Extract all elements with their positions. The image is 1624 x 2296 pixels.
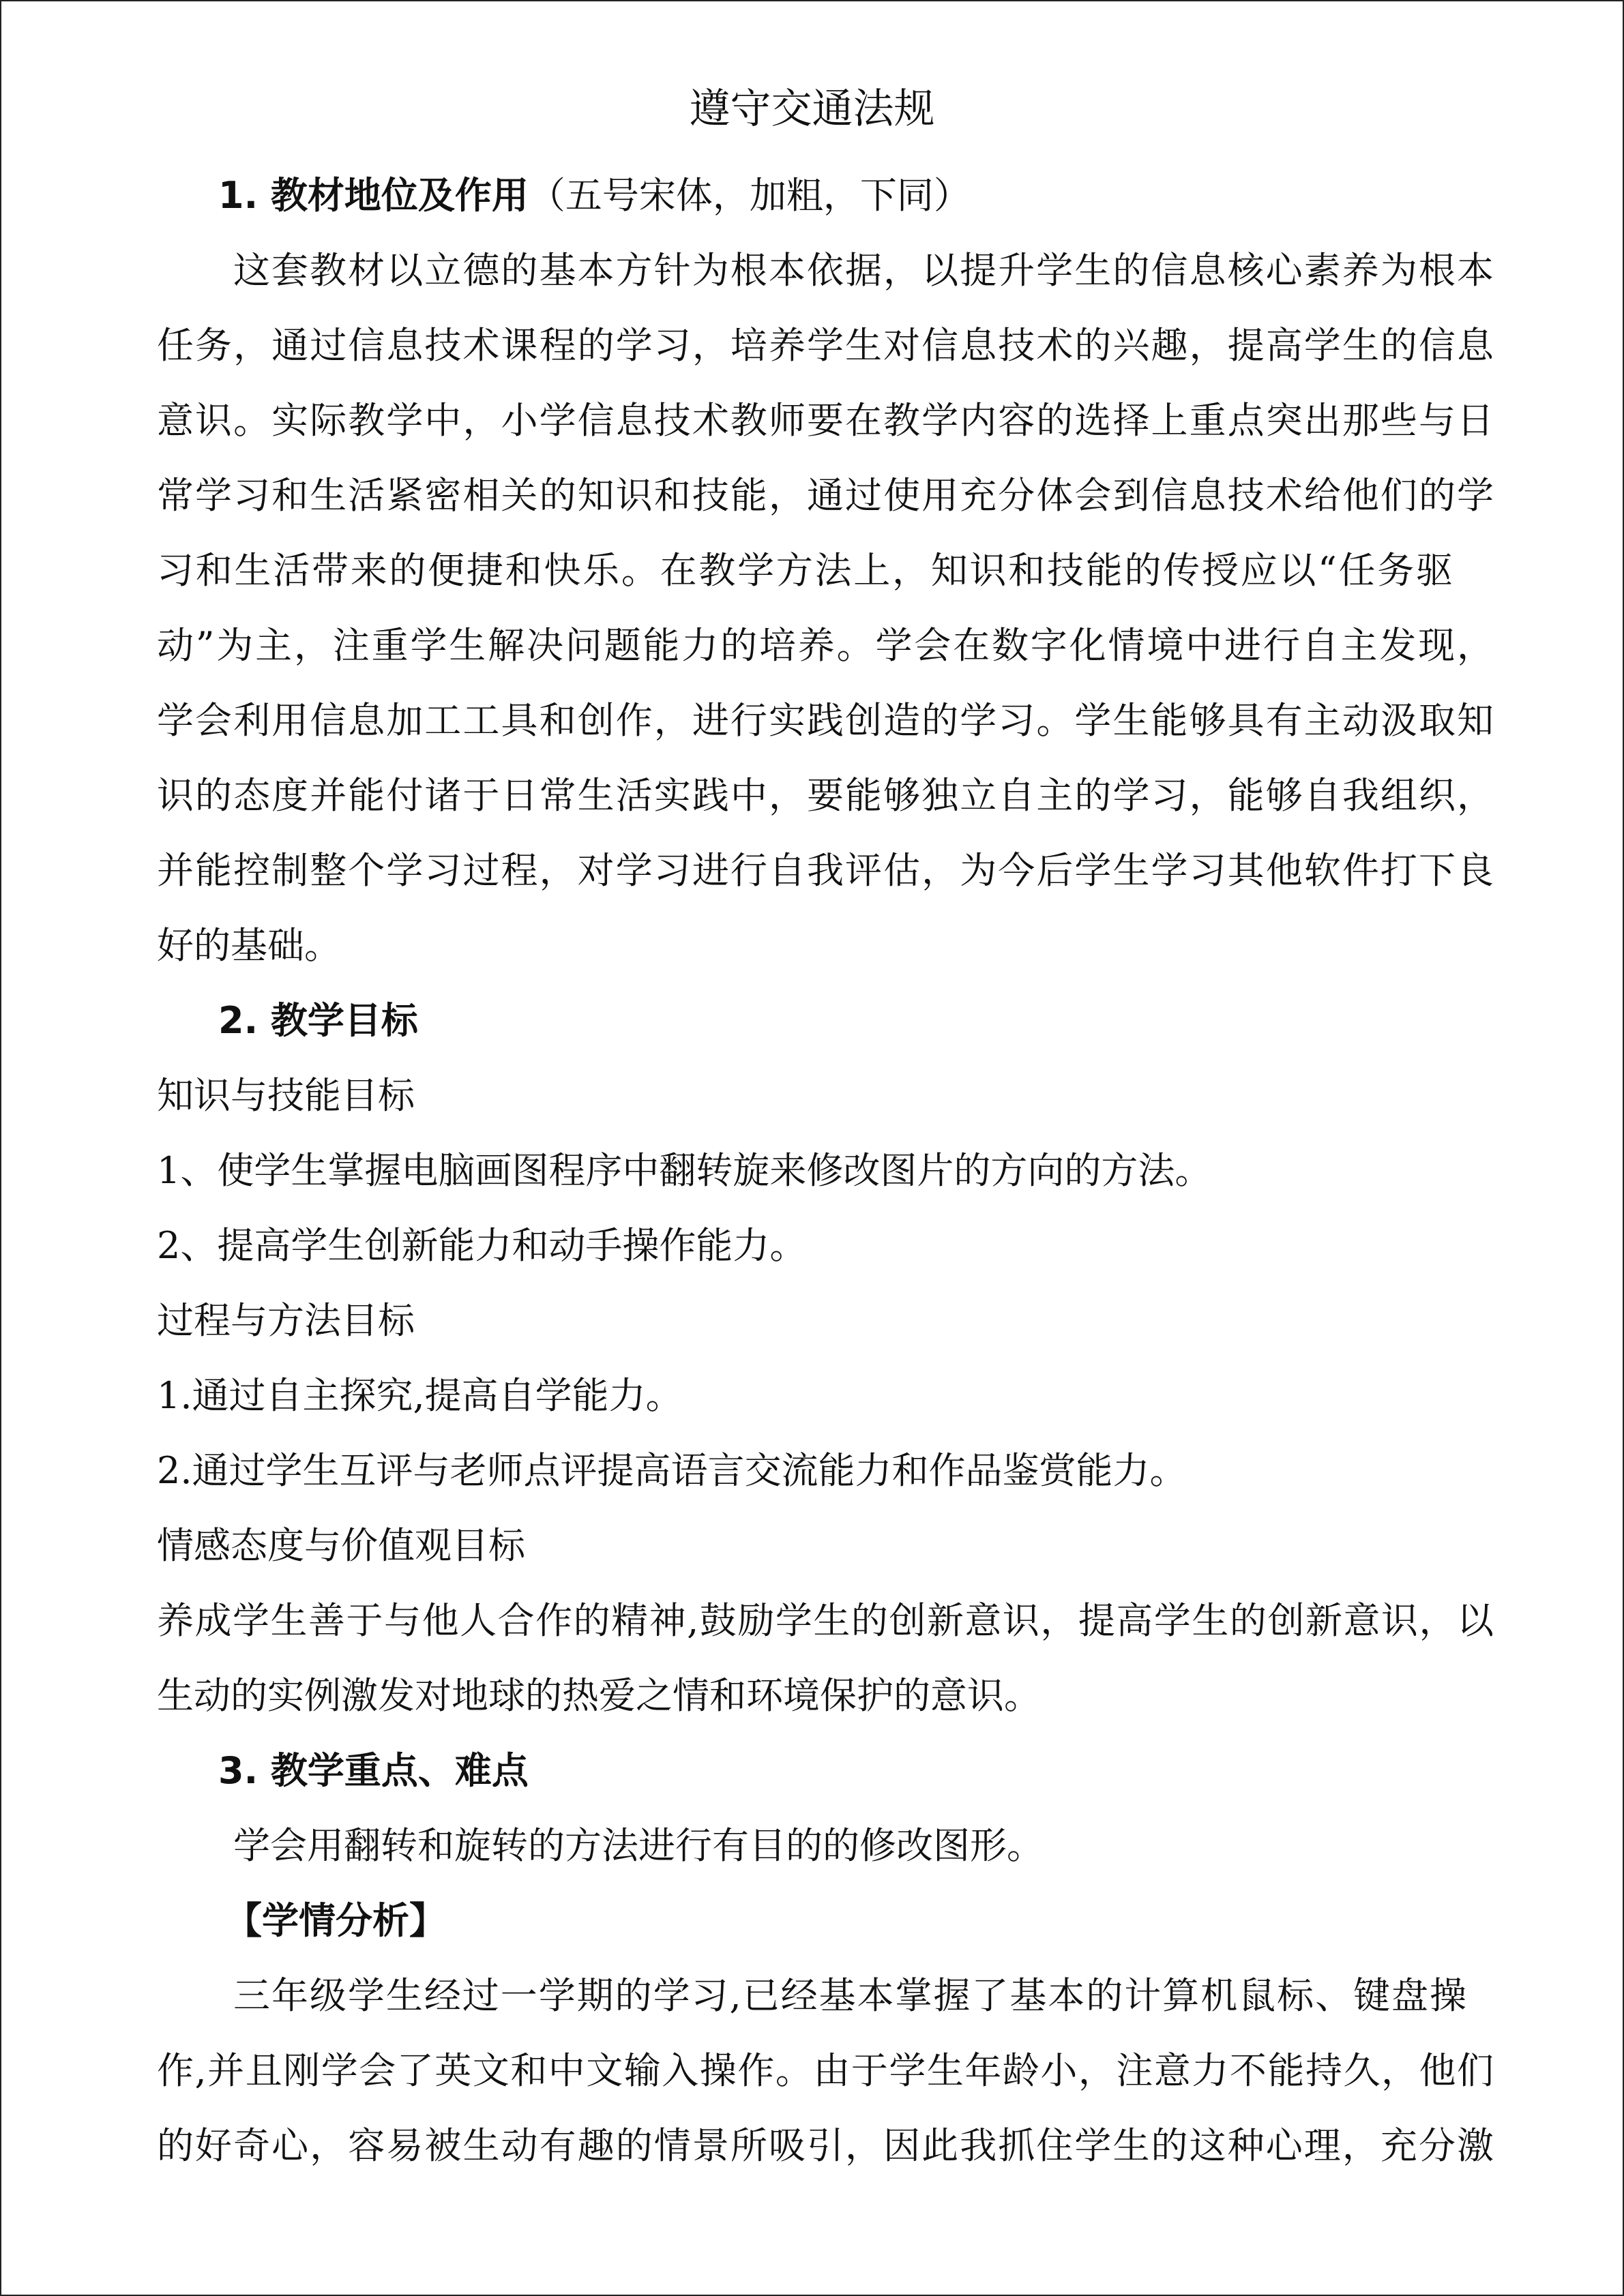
section1-heading	[157, 158, 1494, 233]
paragraph-line: 好的基础。	[157, 924, 341, 967]
process-goal-item: 1.通过自主探究,提高自学能力。	[157, 1374, 683, 1417]
paragraph-line: 任务，通过信息技术课程的学习，培养学生对信息技术的兴趣，提高学生的信息	[157, 324, 1494, 367]
paragraph-line: 这套教材以立德的基本方针为根本依据，以提升学生的信息核心素养为根本	[233, 249, 1494, 292]
section1-heading-note: （五号宋体，加粗，下同）	[528, 174, 971, 217]
process-goals-title: 过程与方法目标	[157, 1299, 415, 1342]
paragraph-line: 养成学生善于与他人合作的精神,鼓励学生的创新意识，提高学生的创新意识，以	[157, 1599, 1494, 1642]
paragraph-line: 学会利用信息加工工具和创作，进行实践创造的学习。学生能够具有主动汲取知	[157, 699, 1494, 742]
document-title: 遵守交通法规	[689, 85, 935, 133]
paragraph-line: 三年级学生经过一学期的学习,已经基本掌握了基本的计算机鼠标、键盘操	[233, 1974, 1466, 2017]
knowledge-goal-item: 1、使学生掌握电脑画图程序中翻转旋来修改图片的方向的方法。	[157, 1149, 1212, 1192]
paragraph-line: 意识。实际教学中，小学信息技术教师要在教学内容的选择上重点突出那些与日	[157, 399, 1494, 442]
key-points-text: 学会用翻转和旋转的方法进行有目的的修改图形。	[233, 1824, 1044, 1867]
paragraph-line: 识的态度并能付诸于日常生活实践中，要能够独立自主的学习，能够自我组织，	[157, 774, 1494, 817]
knowledge-goals-title: 知识与技能目标	[157, 1074, 415, 1117]
paragraph-line: 习和生活带来的便捷和快乐。在教学方法上，知识和技能的传授应以“任务驱	[157, 549, 1453, 592]
process-goal-item: 2.通过学生互评与老师点评提高语言交流能力和作品鉴赏能力。	[157, 1449, 1187, 1492]
paragraph-line: 生动的实例激发对地球的热爱之情和环境保护的意识。	[157, 1674, 1041, 1717]
section3-heading: 3. 教学重点、难点	[218, 1749, 529, 1792]
document-body	[157, 158, 1494, 2183]
paragraph-line: 作,并且刚学会了英文和中文输入操作。由于学生年龄小，注意力不能持久，他们	[157, 2049, 1494, 2092]
student-analysis-heading: 【学情分析】	[225, 1899, 446, 1942]
paragraph-line: 的好奇心，容易被生动有趣的情景所吸引，因此我抓住学生的这种心理，充分激	[157, 2124, 1494, 2167]
knowledge-goal-item: 2、提高学生创新能力和动手操作能力。	[157, 1224, 807, 1267]
paragraph-line: 动”为主，注重学生解决问题能力的培养。学会在数字化情境中进行自主发现，	[157, 624, 1494, 667]
section2-heading: 2. 教学目标	[218, 999, 418, 1042]
section1-heading-text: 1. 教材地位及作用	[218, 174, 529, 217]
paragraph-line: 常学习和生活紧密相关的知识和技能，通过使用充分体会到信息技术给他们的学	[157, 474, 1494, 517]
emotion-goals-title: 情感态度与价值观目标	[157, 1524, 525, 1567]
paragraph-line: 并能控制整个学习过程，对学习进行自我评估，为今后学生学习其他软件打下良	[157, 849, 1494, 892]
